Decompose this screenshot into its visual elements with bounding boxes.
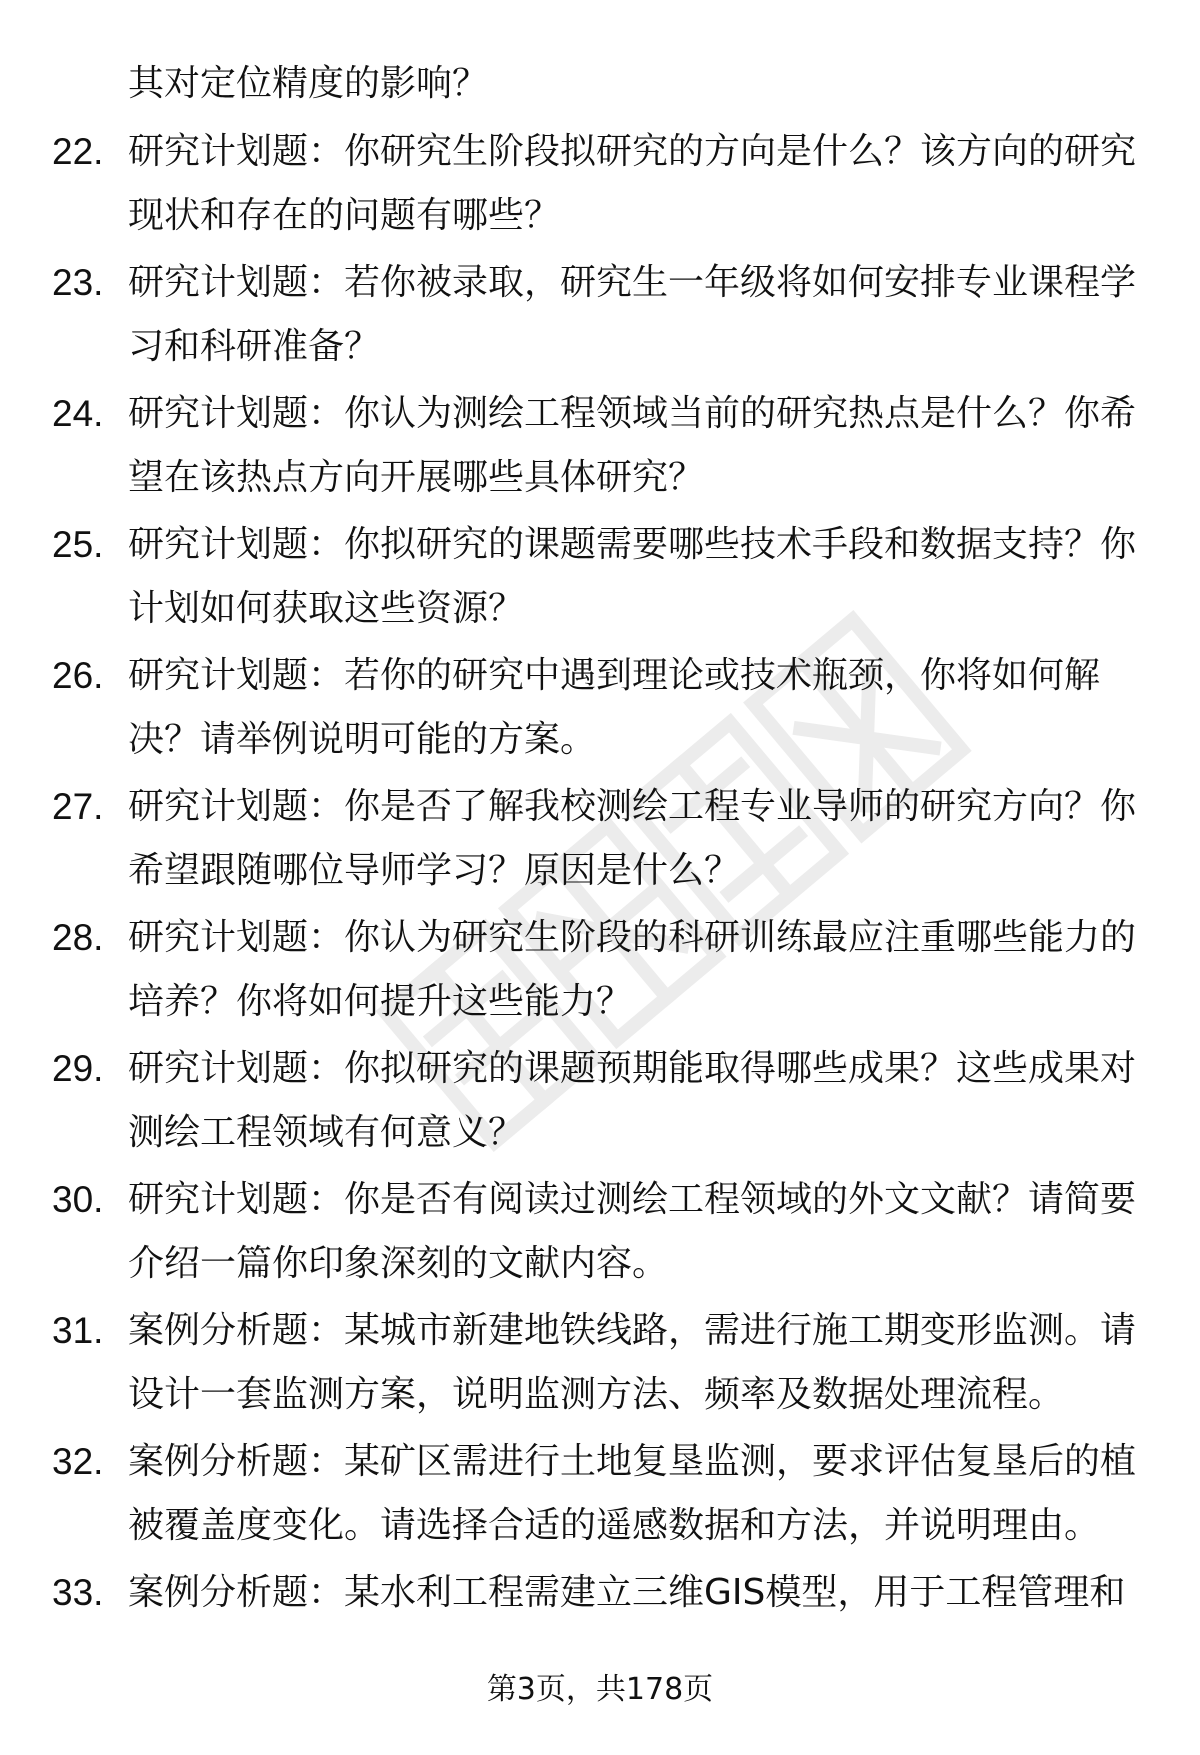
- question-number: 25.: [52, 524, 104, 565]
- question-item: [0, 1299, 1200, 1430]
- question-number: 27.: [52, 786, 104, 827]
- question-number: 22.: [52, 131, 104, 172]
- question-number: 32.: [52, 1441, 104, 1482]
- question-item: [0, 775, 1200, 906]
- question-item: [0, 1037, 1200, 1168]
- question-item: [0, 906, 1200, 1037]
- question-text: 研究计划题：你是否有阅读过测绘工程领域的外文文献？请简要介绍一篇你印象深刻的文献内容。: [128, 1179, 1137, 1284]
- question-item: [0, 120, 1200, 251]
- question-text: 研究计划题：若你的研究中遇到理论或技术瓶颈，你将如何解决？请举例说明可能的方案。: [128, 655, 1101, 760]
- question-text: 研究计划题：你认为测绘工程领域当前的研究热点是什么？你希望在该热点方向开展哪些具体研究？: [128, 393, 1137, 498]
- question-text: 研究计划题：你认为研究生阶段的科研训练最应注重哪些能力的培养？你将如何提升这些能力？: [128, 917, 1137, 1022]
- question-item: [0, 382, 1200, 513]
- question-number: 33.: [52, 1572, 104, 1613]
- question-item: [0, 513, 1200, 644]
- question-item: [0, 251, 1200, 382]
- question-text: 研究计划题：你是否了解我校测绘工程专业导师的研究方向？你希望跟随哪位导师学习？原因是什么？: [128, 786, 1137, 891]
- page-footer: 第3页，共178页: [486, 1672, 714, 1707]
- continued-question-text: 其对定位精度的影响？: [128, 63, 489, 104]
- question-text: 案例分析题：某水利工程需建立三维GIS模型，用于工程管理和: [128, 1572, 1126, 1613]
- question-item: [0, 1430, 1200, 1561]
- question-number: 24.: [52, 393, 104, 434]
- question-text: 研究计划题：你拟研究的课题需要哪些技术手段和数据支持？你计划如何获取这些资源？: [128, 524, 1137, 629]
- question-number: 30.: [52, 1179, 104, 1220]
- question-number: 28.: [52, 917, 104, 958]
- question-number: 31.: [52, 1310, 104, 1351]
- question-list: [0, 120, 1200, 1692]
- question-text: 案例分析题：某城市新建地铁线路，需进行施工期变形监测。请设计一套监测方案，说明监测方法、频率及数据处理流程。: [128, 1310, 1137, 1415]
- question-number: 29.: [52, 1048, 104, 1089]
- question-text: 研究计划题：你拟研究的课题预期能取得哪些成果？这些成果对测绘工程领域有何意义？: [128, 1048, 1137, 1153]
- question-number: 23.: [52, 262, 104, 303]
- question-item: [0, 644, 1200, 775]
- question-text: 研究计划题：你研究生阶段拟研究的方向是什么？该方向的研究现状和存在的问题有哪些？: [128, 131, 1137, 236]
- question-text: 研究计划题：若你被录取，研究生一年级将如何安排专业课程学习和科研准备？: [128, 262, 1137, 367]
- question-text: 案例分析题：某矿区需进行土地复垦监测，要求评估复垦后的植被覆盖度变化。请选择合适的遥感数据和方法，并说明理由。: [128, 1441, 1137, 1546]
- question-number: 26.: [52, 655, 104, 696]
- question-item: [0, 1168, 1200, 1299]
